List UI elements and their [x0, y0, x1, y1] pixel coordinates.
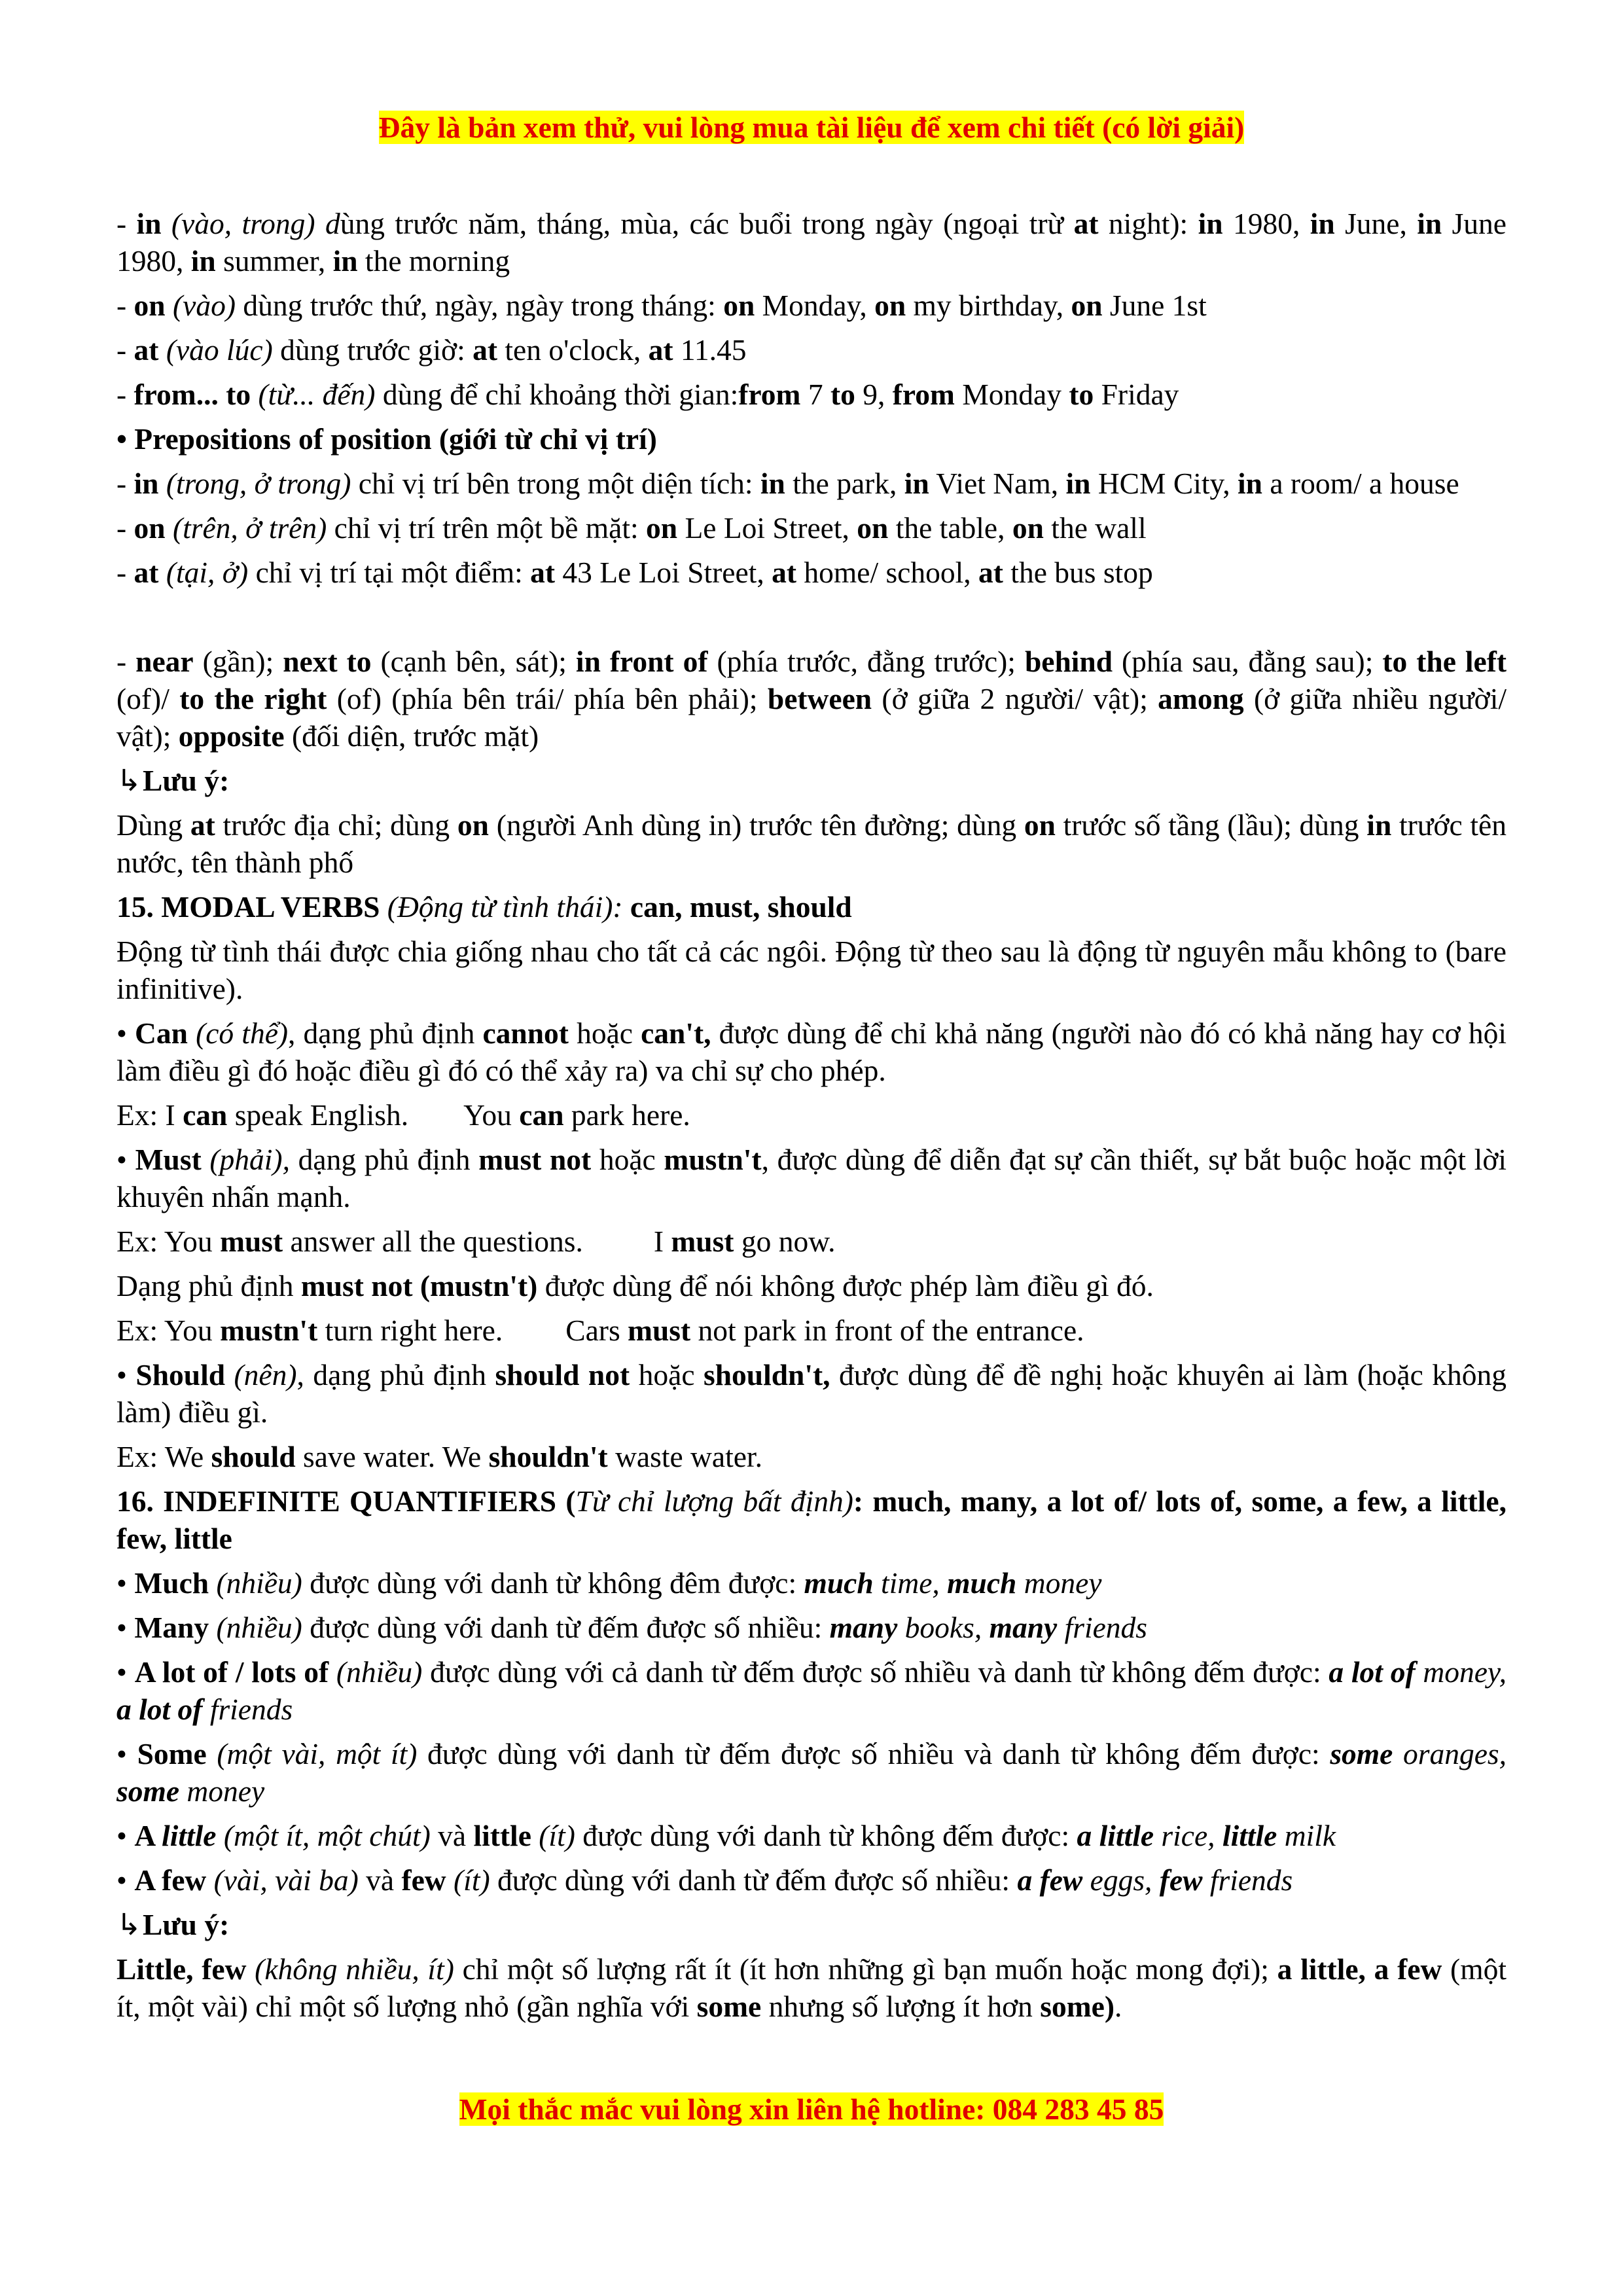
time-in-line: - in (vào, trong) dùng trước năm, tháng, mùa, các buổi trong ngày (ngoại trừ at night): in 1980, in June, in June 1980, in summer, in the morning — [116, 207, 1507, 278]
modal-must: • Must (phải), dạng phủ định must not hoặc mustn't, được dùng để diễn đạt sự cần thiết, sự bắt buộc hoặc một lời khuyên nhấn mạnh. — [116, 1143, 1507, 1213]
document-body — [116, 205, 1507, 2032]
quant-a-lot-of: • A lot of / lots of (nhiều) được dùng với cả danh từ đếm được số nhiều và danh từ không đếm được: a lot of money, a lot of friends — [116, 1655, 1507, 1726]
modal-heading: 15. MODAL VERBS (Động từ tình thái): can, must, should — [116, 890, 852, 924]
time-from-line: - from... to (từ... đến) dùng để chỉ khoảng thời gian:from 7 to 9, from Monday to Friday — [116, 378, 1179, 411]
note-heading-1: ↳Lưu ý: — [116, 762, 1507, 799]
quant-many: • Many (nhiều) được dùng với danh từ đếm được số nhiều: many books, many friends — [116, 1611, 1148, 1644]
modal-should-example: Ex: We should save water. We shouldn't waste water. — [116, 1440, 762, 1473]
modal-intro: Động từ tình thái được chia giống nhau cho tất cả các ngôi. Động từ theo sau là động từ nguyên mẫu không to (bare infinitive). — [116, 935, 1507, 1005]
time-on-line: - on (vào) dùng trước thứ, ngày, ngày trong tháng: on Monday, on my birthday, on June 1st — [116, 289, 1207, 322]
position-heading: • Prepositions of position (giới từ chỉ vị trí) — [116, 422, 657, 456]
hooked-arrow-icon: ↳ — [116, 1908, 142, 1941]
modal-mustnt-example: Ex: You mustn't turn right here. Cars must not park in front of the entrance. — [116, 1314, 1084, 1347]
quant-some: • Some (một vài, một ít) được dùng với danh từ đếm được số nhiều và danh từ không đếm được: some oranges, some money — [116, 1737, 1507, 1808]
quant-a-little: • A little (một ít, một chút) và little (ít) được dùng với danh từ không đếm được: a little rice, little milk — [116, 1819, 1336, 1852]
note-1: Dùng at trước địa chỉ; dùng on (người Anh dùng in) trước tên đường; dùng on trước số tầng (lầu); dùng in trước tên nước, tên thành phố — [116, 808, 1507, 879]
spacer — [116, 598, 1507, 643]
hooked-arrow-icon: ↳ — [116, 764, 142, 797]
modal-must-example: Ex: You must answer all the questions. I must go now. — [116, 1225, 836, 1258]
modal-should: • Should (nên), dạng phủ định should not hoặc shouldn't, được dùng để đề nghị hoặc khuyên ai làm (hoặc không làm) điều gì. — [116, 1358, 1507, 1429]
preview-banner: Đây là bản xem thử, vui lòng mua tài liệu để xem chi tiết (có lời giải) — [378, 111, 1245, 144]
note-heading-2: ↳Lưu ý: — [116, 1906, 1507, 1943]
hotline-banner: Mọi thắc mắc vui lòng xin liên hệ hotline: 084 283 45 85 — [459, 2092, 1164, 2126]
modal-mustnt: Dạng phủ định must not (mustn't) được dùng để nói không được phép làm điều gì đó. — [116, 1269, 1154, 1302]
modal-can: • Can (có thể), dạng phủ định cannot hoặc can't, được dùng để chỉ khả năng (người nào đó có khả năng hay cơ hội làm điều gì đó hoặc điều gì đó có thể xảy ra) va chỉ sự cho phép. — [116, 1016, 1507, 1087]
time-at-line: - at (vào lúc) dùng trước giờ: at ten o'clock, at 11.45 — [116, 333, 747, 367]
modal-can-example: Ex: I can speak English. You can park here. — [116, 1098, 690, 1132]
quant-a-few: • A few (vài, vài ba) và few (ít) được dùng với danh từ đếm được số nhiều: a few eggs, few friends — [116, 1863, 1293, 1897]
position-at-line: - at (tại, ở) chỉ vị trí tại một điểm: at 43 Le Loi Street, at home/ school, at the bus stop — [116, 556, 1153, 589]
position-in-line: - in (trong, ở trong) chỉ vị trí bên trong một diện tích: in the park, in Viet Nam, in HCM City, in a room/ a house — [116, 467, 1459, 500]
position-on-line: - on (trên, ở trên) chỉ vị trí trên một bề mặt: on Le Loi Street, on the table, on the wall — [116, 511, 1147, 545]
position-near-line: - near (gần); next to (cạnh bên, sát); in front of (phía trước, đằng trước); behind (phía sau, đằng sau); to the left (of)/ to the right (of) (phía bên trái/ phía bên phải); between (ở giữa 2 người/ vật); among (ở giữa nhiều người/ vật); opposite (đối diện, trước mặt) — [116, 645, 1507, 753]
note-2: Little, few (không nhiều, ít) chỉ một số lượng rất ít (ít hơn những gì bạn muốn hoặc mong đợi); a little, a few (một ít, một vài) chỉ một số lượng nhỏ (gần nghĩa với some nhưng số lượng ít hơn some). — [116, 1952, 1507, 2023]
quant-much: • Much (nhiều) được dùng với danh từ không đêm được: much time, much money — [116, 1566, 1102, 1600]
quantifiers-heading: 16. INDEFINITE QUANTIFIERS (Từ chỉ lượng bất định): much, many, a lot of/ lots of, some, a few, a little, few, little — [116, 1484, 1507, 1555]
